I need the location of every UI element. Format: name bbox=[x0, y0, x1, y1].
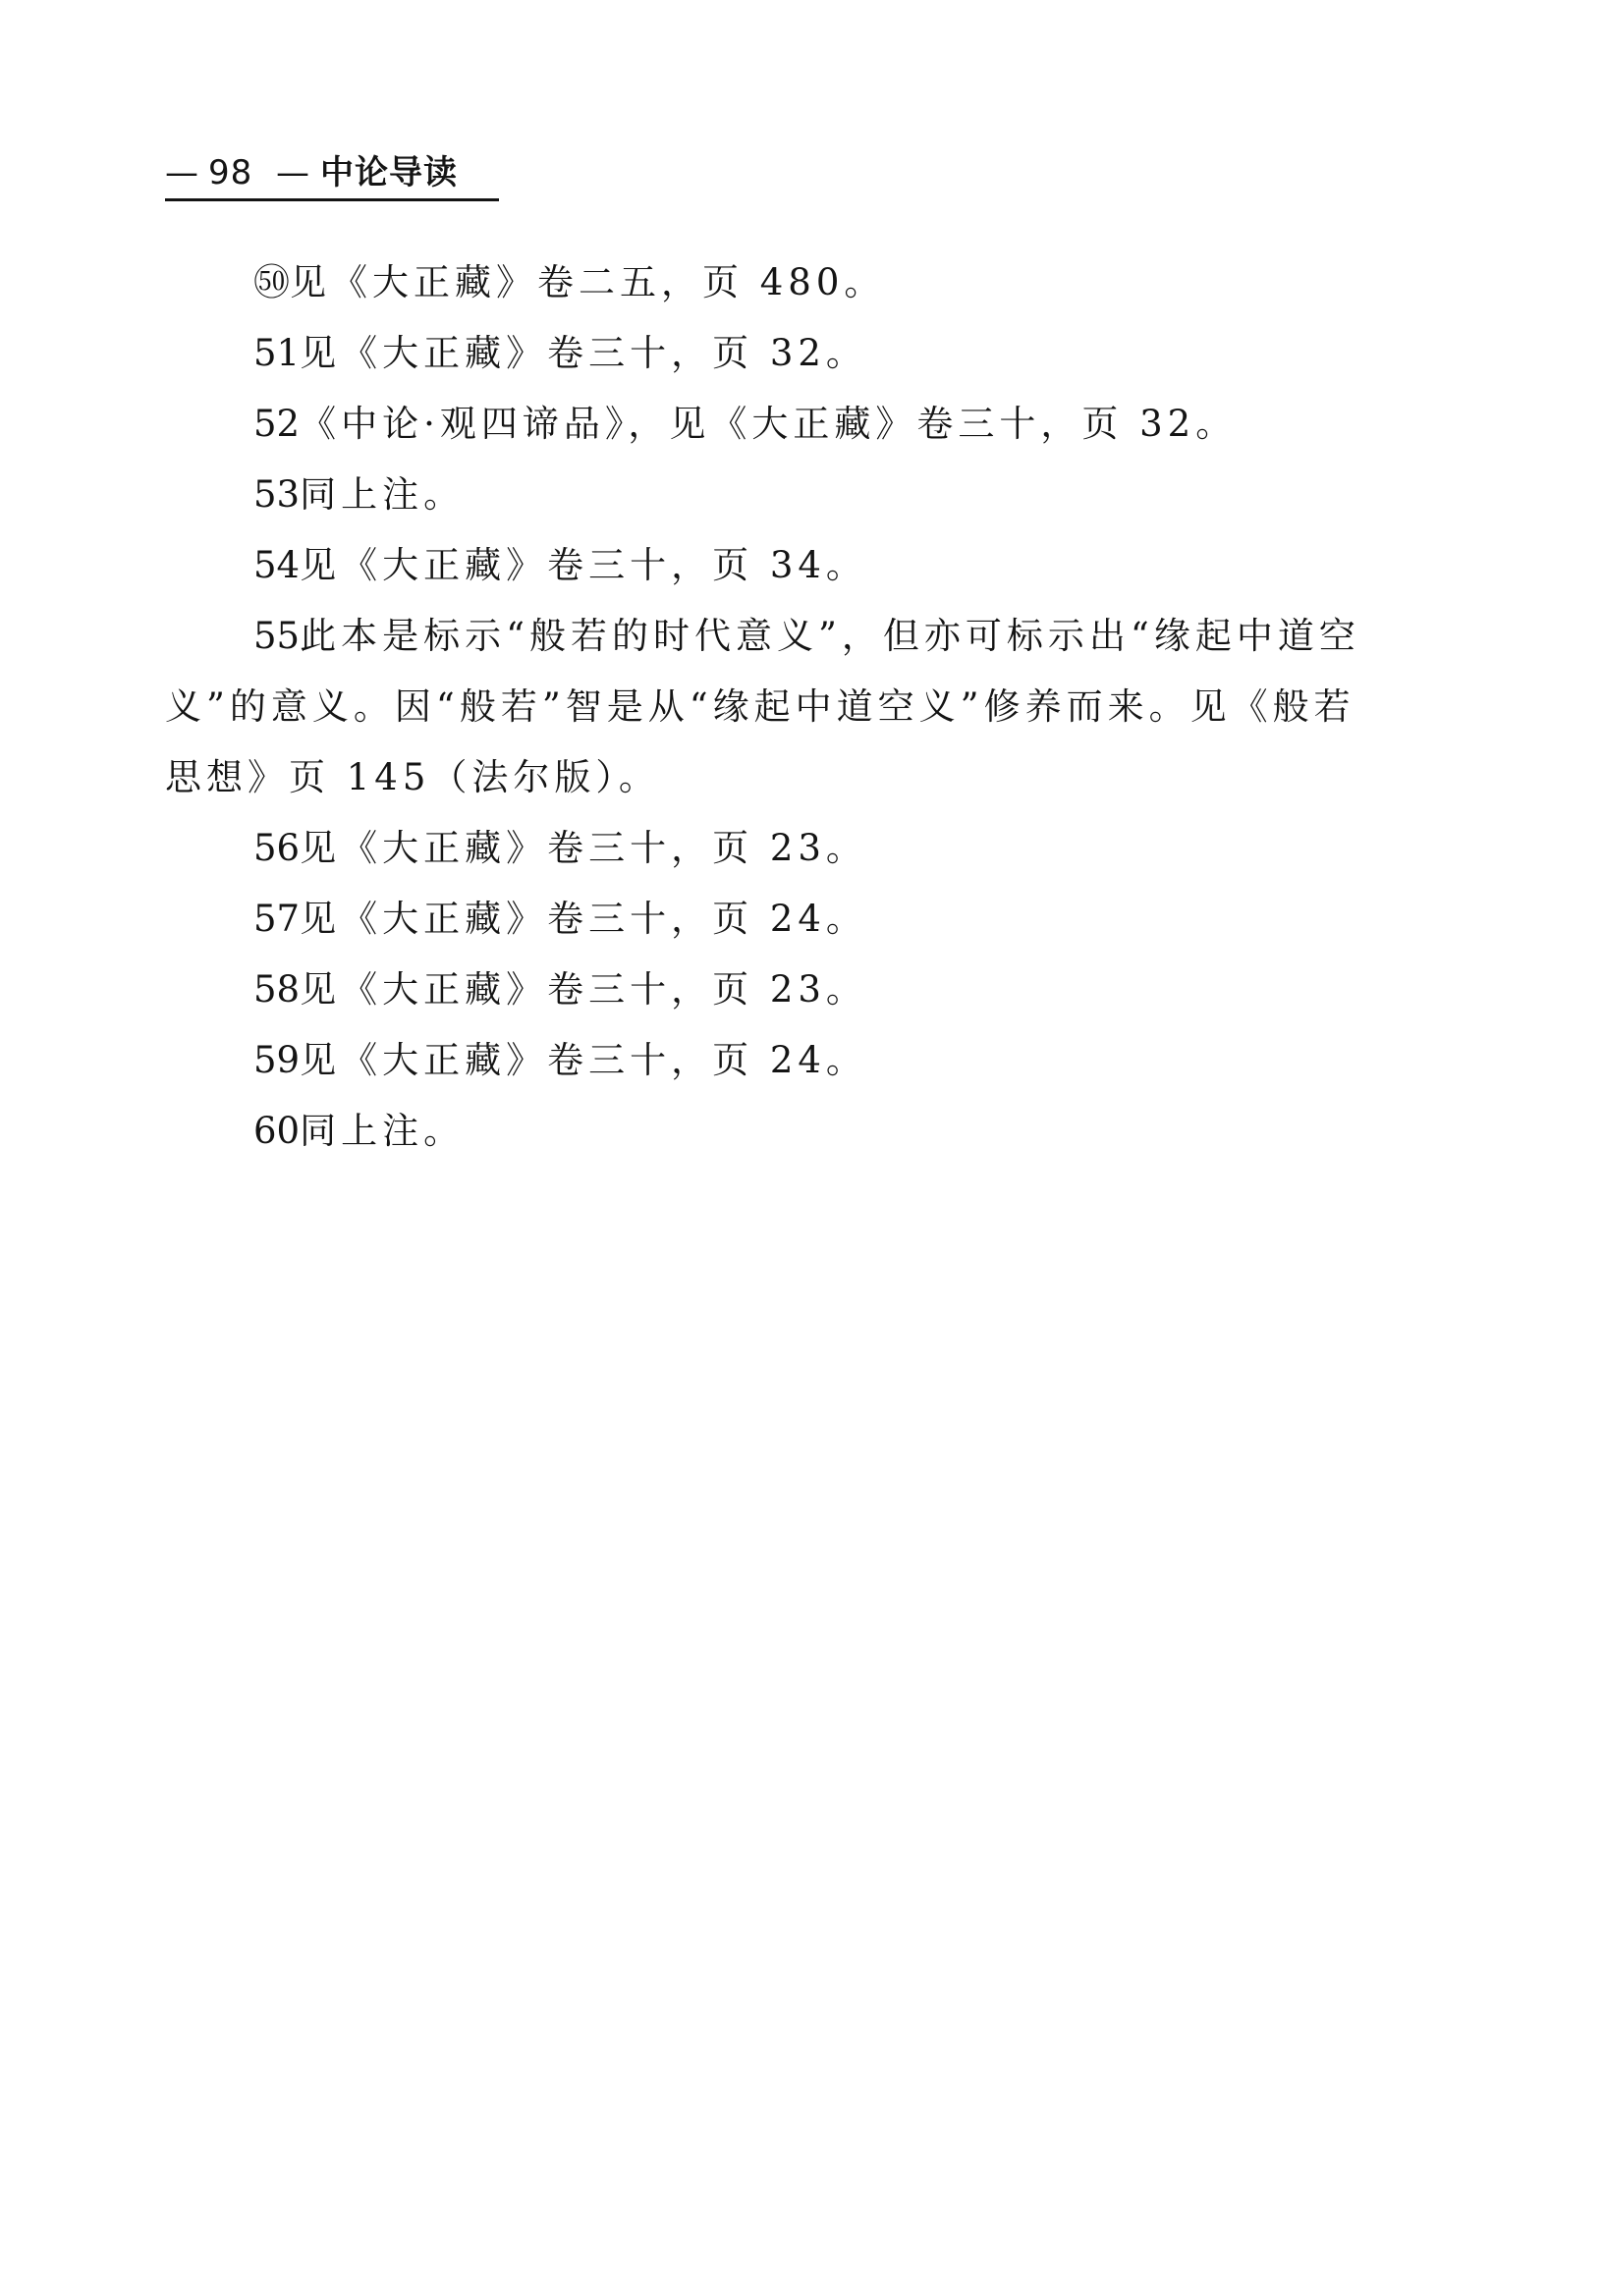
endnote-51 bbox=[165, 318, 1393, 389]
note-number: 53 bbox=[253, 473, 301, 516]
page-number: 98 bbox=[208, 153, 253, 192]
endnote-56 bbox=[165, 813, 1393, 884]
endnote-57 bbox=[165, 884, 1393, 955]
note-text: 此本是标示“般若的时代意义”，但亦可标示出“缘起中道空义”的意义。因“般若”智是从“缘起中道空义”修养而来。见《般若思想》页 145（法尔版）。 bbox=[165, 615, 1360, 798]
header-dash-right: — bbox=[276, 153, 309, 192]
note-number: 56 bbox=[253, 827, 301, 869]
note-number: 55 bbox=[253, 615, 301, 657]
note-text: 见《大正藏》卷三十，页 32。 bbox=[300, 332, 867, 374]
book-title: 中论导读 bbox=[320, 153, 458, 192]
endnote-54 bbox=[165, 530, 1393, 601]
note-text: 见《大正藏》卷三十，页 24。 bbox=[300, 898, 867, 940]
endnotes-list bbox=[165, 247, 1393, 1167]
note-number: 54 bbox=[253, 544, 301, 586]
endnote-58 bbox=[165, 955, 1393, 1025]
note-text: 见《大正藏》卷二五，页 480。 bbox=[290, 261, 886, 303]
note-text: 见《大正藏》卷三十，页 23。 bbox=[300, 827, 867, 869]
note-number: 60 bbox=[253, 1110, 301, 1152]
note-text: 见《大正藏》卷三十，页 23。 bbox=[300, 968, 867, 1011]
note-text: 《中论·观四谛品》，见《大正藏》卷三十，页 32。 bbox=[300, 403, 1238, 445]
running-header bbox=[165, 147, 499, 201]
note-number: 51 bbox=[253, 332, 301, 374]
note-text: 见《大正藏》卷三十，页 34。 bbox=[300, 544, 867, 586]
note-text: 同上注。 bbox=[300, 473, 466, 516]
endnote-60 bbox=[165, 1096, 1393, 1167]
endnote-55 bbox=[165, 601, 1393, 813]
note-number: 59 bbox=[253, 1039, 301, 1081]
endnote-52 bbox=[165, 389, 1393, 460]
header-dash-left: — bbox=[165, 153, 198, 192]
note-text: 见《大正藏》卷三十，页 24。 bbox=[300, 1039, 867, 1081]
endnote-53 bbox=[165, 460, 1393, 530]
note-number: 52 bbox=[253, 403, 301, 445]
note-number: 57 bbox=[253, 898, 301, 940]
endnote-59 bbox=[165, 1025, 1393, 1096]
endnote-50 bbox=[165, 247, 1393, 318]
note-text: 同上注。 bbox=[300, 1110, 466, 1152]
note-number: 58 bbox=[253, 968, 301, 1011]
note-number: ㊿ bbox=[253, 261, 290, 303]
